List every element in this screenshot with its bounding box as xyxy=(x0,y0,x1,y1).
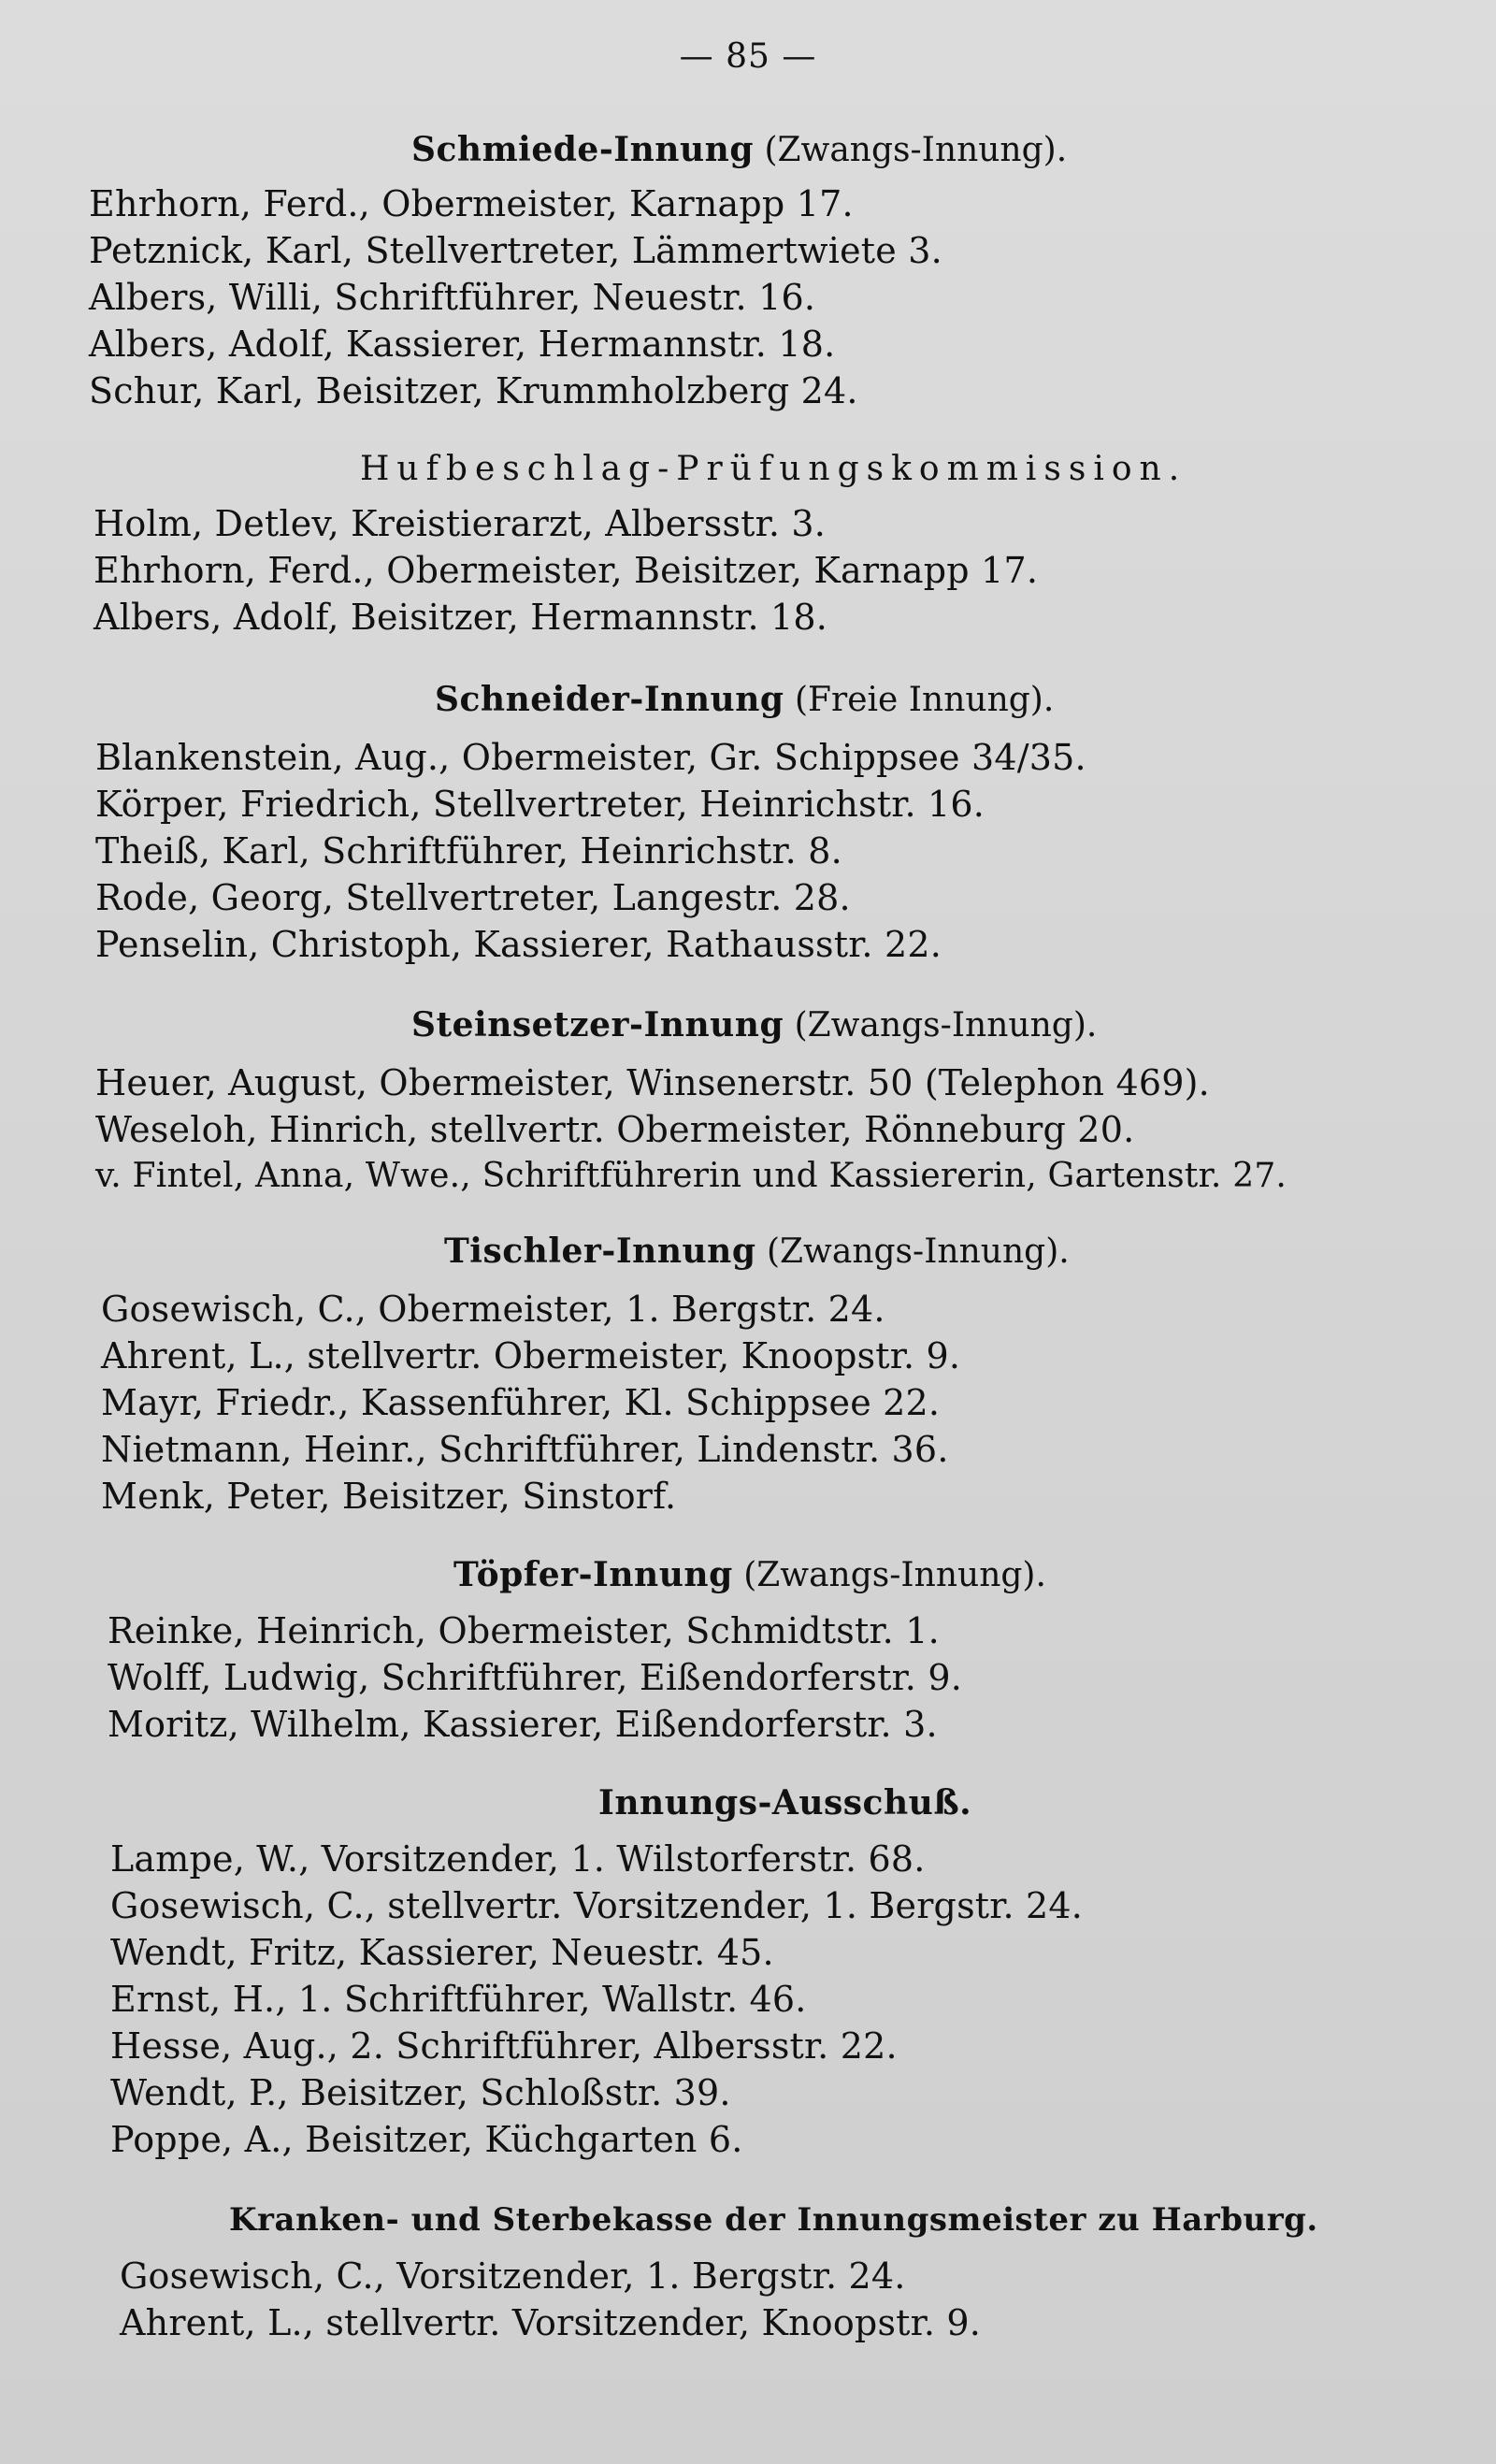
heading-bold: Steinsetzer-Innung xyxy=(411,1005,784,1045)
entry: Albers, Willi, Schriftführer, Neuestr. 16. xyxy=(89,277,816,318)
entry: Hesse, Aug., 2. Schriftführer, Albersstr. 22. xyxy=(110,2025,898,2067)
heading-bold: Innungs-Ausschuß. xyxy=(598,1783,972,1823)
entry: Gosewisch, C., Vorsitzender, 1. Bergstr. 24. xyxy=(120,2255,906,2297)
heading-rest: (Zwangs-Innung). xyxy=(743,1556,1046,1594)
entry: Schur, Karl, Beisitzer, Krummholzberg 24. xyxy=(89,370,858,411)
entry: Penselin, Christoph, Kassierer, Rathausstr. 22. xyxy=(95,924,942,965)
entry: Albers, Adolf, Beisitzer, Hermannstr. 18. xyxy=(94,597,828,638)
heading-bold: Schmiede-Innung xyxy=(411,130,754,169)
section-heading xyxy=(229,2199,1318,2241)
section-heading xyxy=(435,679,1054,721)
entry: Wendt, Fritz, Kassierer, Neuestr. 45. xyxy=(110,1932,774,1973)
entry: v. Fintel, Anna, Wwe., Schriftführerin und Kassiererin, Gartenstr. 27. xyxy=(95,1157,1287,1195)
heading-rest: (Zwangs-Innung). xyxy=(764,131,1068,169)
heading-bold: Schneider-Innung xyxy=(435,680,784,719)
entry: Rode, Georg, Stellvertreter, Langestr. 28. xyxy=(95,877,851,918)
entry: Ehrhorn, Ferd., Obermeister, Karnapp 17. xyxy=(89,183,854,224)
entry: Heuer, August, Obermeister, Winsenerstr. 50 (Telephon 469). xyxy=(95,1062,1210,1103)
page-number: — 85 — xyxy=(679,37,817,76)
section-heading xyxy=(411,1004,1097,1046)
entry: Wendt, P., Beisitzer, Schloßstr. 39. xyxy=(110,2072,731,2113)
entry: Moritz, Wilhelm, Kassierer, Eißendorferstr. 3. xyxy=(108,1704,938,1745)
heading-bold: Töpfer-Innung xyxy=(453,1555,733,1594)
section-heading xyxy=(411,129,1067,171)
heading-rest: (Zwangs-Innung). xyxy=(766,1232,1070,1271)
entry: Albers, Adolf, Kassierer, Hermannstr. 18. xyxy=(89,324,836,365)
entry: Reinke, Heinrich, Obermeister, Schmidtstr. 1. xyxy=(108,1610,940,1651)
entry: Gosewisch, C., stellvertr. Vorsitzender, 1. Bergstr. 24. xyxy=(110,1885,1084,1926)
entry: Petznick, Karl, Stellvertreter, Lämmertwiete 3. xyxy=(89,230,942,271)
heading-rest: (Freie Innung). xyxy=(795,681,1055,719)
entry: Ahrent, L., stellvertr. Obermeister, Knoopstr. 9. xyxy=(101,1335,961,1376)
entry: Theiß, Karl, Schriftführer, Heinrichstr. 8. xyxy=(95,830,842,872)
entry: Gosewisch, C., Obermeister, 1. Bergstr. 24. xyxy=(101,1289,885,1330)
heading-rest: (Zwangs-Innung). xyxy=(794,1006,1098,1045)
section-heading xyxy=(598,1782,971,1824)
entry: Menk, Peter, Beisitzer, Sinstorf. xyxy=(101,1476,677,1517)
entry: Nietmann, Heinr., Schriftführer, Lindenstr. 36. xyxy=(101,1429,949,1470)
section-heading xyxy=(444,1231,1070,1273)
entry: Weseloh, Hinrich, stellvertr. Obermeister, Rönneburg 20. xyxy=(95,1109,1135,1150)
entry: Poppe, A., Beisitzer, Küchgarten 6. xyxy=(110,2119,743,2160)
heading-bold: Kranken- und Sterbekasse der Innungsmeister zu Harburg. xyxy=(229,2201,1318,2239)
entry: Ehrhorn, Ferd., Obermeister, Beisitzer, Karnapp 17. xyxy=(94,550,1039,591)
entry: Ernst, H., 1. Schriftführer, Wallstr. 46. xyxy=(110,1979,807,2020)
entry: Holm, Detlev, Kreistierarzt, Albersstr. 3. xyxy=(94,503,827,544)
heading-bold: Hufbeschlag-Prüfungskommission. xyxy=(360,450,1187,488)
entry: Blankenstein, Aug., Obermeister, Gr. Schippsee 34/35. xyxy=(95,737,1086,778)
section-heading xyxy=(453,1554,1046,1596)
entry: Ahrent, L., stellvertr. Vorsitzender, Knoopstr. 9. xyxy=(120,2302,982,2343)
entry: Lampe, W., Vorsitzender, 1. Wilstorferstr. 68. xyxy=(110,1838,926,1880)
entry: Körper, Friedrich, Stellvertreter, Heinrichstr. 16. xyxy=(95,784,985,825)
section-heading xyxy=(360,449,1187,490)
entry: Wolff, Ludwig, Schriftführer, Eißendorferstr. 9. xyxy=(108,1657,962,1698)
entry: Mayr, Friedr., Kassenführer, Kl. Schippsee 22. xyxy=(101,1382,941,1423)
heading-bold: Tischler-Innung xyxy=(444,1232,756,1271)
